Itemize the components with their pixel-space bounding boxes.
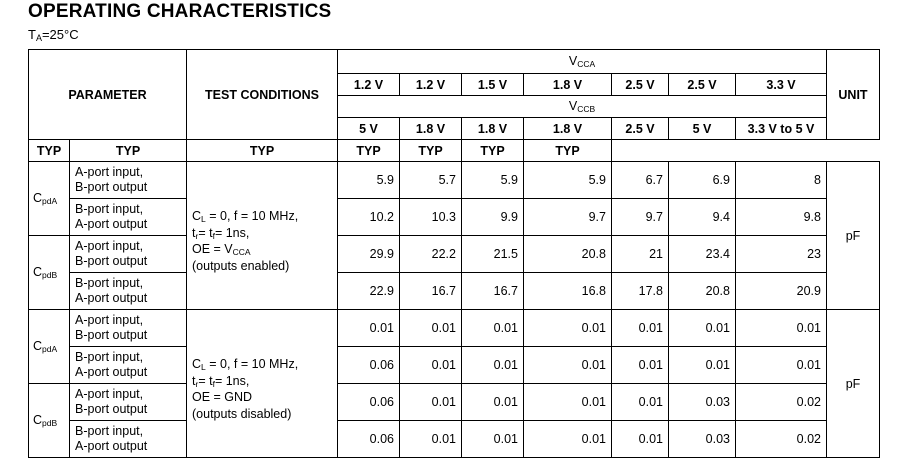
typ-value: 6.9	[669, 162, 736, 199]
test-conditions-header: TEST CONDITIONS	[187, 50, 338, 140]
typ-value: 5.9	[524, 162, 612, 199]
typ-value: 5.9	[462, 162, 524, 199]
table-row	[29, 236, 880, 273]
vccb-value-2: 1.8 V	[462, 118, 524, 140]
ambient-temperature-condition: $T_A=25^\circ C$	[28, 27, 79, 43]
typ-value: 0.01	[524, 421, 612, 458]
typ-value: 0.01	[462, 310, 524, 347]
typ-value: 5.7	[400, 162, 462, 199]
typ-value: 0.01	[524, 384, 612, 421]
table-row	[29, 273, 880, 310]
typ-value: 22.2	[400, 236, 462, 273]
typ-value: 5.9	[338, 162, 400, 199]
typ-value: 0.03	[669, 421, 736, 458]
typ-value: 0.01	[338, 310, 400, 347]
typ-value: 9.9	[462, 199, 524, 236]
vccb-value-3: 1.8 V	[524, 118, 612, 140]
typ-value: 0.06	[338, 384, 400, 421]
vcca-value-6: 3.3 V	[736, 74, 827, 96]
port-description: A-port input, B-port output	[70, 310, 187, 347]
vcca-header: $V_{CCA}$	[338, 50, 827, 74]
typ-value: 0.01	[612, 421, 669, 458]
typ-value: 0.01	[400, 310, 462, 347]
table-row	[29, 199, 880, 236]
vccb-value-4: 2.5 V	[612, 118, 669, 140]
typ-value: 20.8	[669, 273, 736, 310]
typ-value: 10.2	[338, 199, 400, 236]
typ-value: 16.8	[524, 273, 612, 310]
table-row	[29, 162, 880, 199]
typ-value: 9.7	[524, 199, 612, 236]
port-description: B-port input, A-port output	[70, 273, 187, 310]
typ-value: 0.01	[669, 347, 736, 384]
port-description: B-port input, A-port output	[70, 199, 187, 236]
unit-cell: pF	[827, 310, 880, 458]
typ-label-0: TYP	[29, 140, 70, 162]
typ-value: 0.02	[736, 421, 827, 458]
typ-value: 20.8	[524, 236, 612, 273]
operating-characteristics-table	[28, 49, 880, 458]
typ-value: 16.7	[400, 273, 462, 310]
vccb-value-0: 5 V	[338, 118, 400, 140]
typ-value: 16.7	[462, 273, 524, 310]
typ-label-2: TYP	[187, 140, 338, 162]
typ-value: 0.06	[338, 421, 400, 458]
typ-value: 8	[736, 162, 827, 199]
typ-value: 17.8	[612, 273, 669, 310]
typ-value: 22.9	[338, 273, 400, 310]
test-conditions: $C_L = 0$, f = 10 MHz, $t_r= t_f= 1ns$, OE = $V_{CCA}$ (outputs enabled)	[187, 162, 338, 310]
typ-value: 0.01	[736, 347, 827, 384]
typ-value: 9.4	[669, 199, 736, 236]
typ-value: 0.01	[669, 310, 736, 347]
typ-value: 0.01	[524, 347, 612, 384]
parameter-symbol: $C_{pdB}$	[29, 384, 70, 458]
typ-value: 0.01	[612, 347, 669, 384]
vccb-value-1: 1.8 V	[400, 118, 462, 140]
port-description: A-port input, B-port output	[70, 236, 187, 273]
parameter-symbol: $C_{pdA}$	[29, 162, 70, 236]
vcca-value-5: 2.5 V	[669, 74, 736, 96]
vcca-value-0: 1.2 V	[338, 74, 400, 96]
table-row	[29, 384, 880, 421]
vccb-header: $V_{CCB}$	[338, 96, 827, 118]
typ-value: 0.01	[400, 384, 462, 421]
port-description: B-port input, A-port output	[70, 347, 187, 384]
parameter-symbol: $C_{pdA}$	[29, 310, 70, 384]
typ-value: 0.01	[524, 310, 612, 347]
vccb-value-5: 5 V	[669, 118, 736, 140]
typ-value: 9.7	[612, 199, 669, 236]
parameter-header: PARAMETER	[29, 50, 187, 140]
typ-value: 0.03	[669, 384, 736, 421]
port-description: B-port input, A-port output	[70, 421, 187, 458]
parameter-symbol: $C_{pdB}$	[29, 236, 70, 310]
test-conditions: $C_L = 0$, f = 10 MHz, $t_r= t_f= 1ns$, OE = GND (outputs disabled)	[187, 310, 338, 458]
vcca-value-3: 1.8 V	[524, 74, 612, 96]
typ-value: 0.02	[736, 384, 827, 421]
typ-value: 21.5	[462, 236, 524, 273]
unit-header: UNIT	[827, 50, 880, 140]
typ-value: 0.06	[338, 347, 400, 384]
vcca-value-4: 2.5 V	[612, 74, 669, 96]
typ-value: 23.4	[669, 236, 736, 273]
table-row	[29, 421, 880, 458]
vcca-value-2: 1.5 V	[462, 74, 524, 96]
typ-value: 0.01	[400, 421, 462, 458]
typ-value: 9.8	[736, 199, 827, 236]
typ-value: 10.3	[400, 199, 462, 236]
typ-value: 6.7	[612, 162, 669, 199]
unit-cell: pF	[827, 162, 880, 310]
typ-value: 23	[736, 236, 827, 273]
typ-label-6: TYP	[524, 140, 612, 162]
typ-value: 0.01	[462, 384, 524, 421]
typ-value: 0.01	[612, 384, 669, 421]
vcca-value-1: 1.2 V	[400, 74, 462, 96]
table-row	[29, 310, 880, 347]
typ-value: 0.01	[462, 421, 524, 458]
typ-label-4: TYP	[400, 140, 462, 162]
port-description: A-port input, B-port output	[70, 162, 187, 199]
vccb-value-6: 3.3 V to 5 V	[736, 118, 827, 140]
page-title: OPERATING CHARACTERISTICS	[28, 1, 332, 22]
typ-value: 0.01	[736, 310, 827, 347]
typ-value: 20.9	[736, 273, 827, 310]
typ-value: 0.01	[612, 310, 669, 347]
typ-value: 29.9	[338, 236, 400, 273]
typ-label-1: TYP	[70, 140, 187, 162]
typ-label-5: TYP	[462, 140, 524, 162]
typ-value: 21	[612, 236, 669, 273]
typ-value: 0.01	[462, 347, 524, 384]
port-description: A-port input, B-port output	[70, 384, 187, 421]
typ-value: 0.01	[400, 347, 462, 384]
typ-label-3: TYP	[338, 140, 400, 162]
table-row	[29, 347, 880, 384]
